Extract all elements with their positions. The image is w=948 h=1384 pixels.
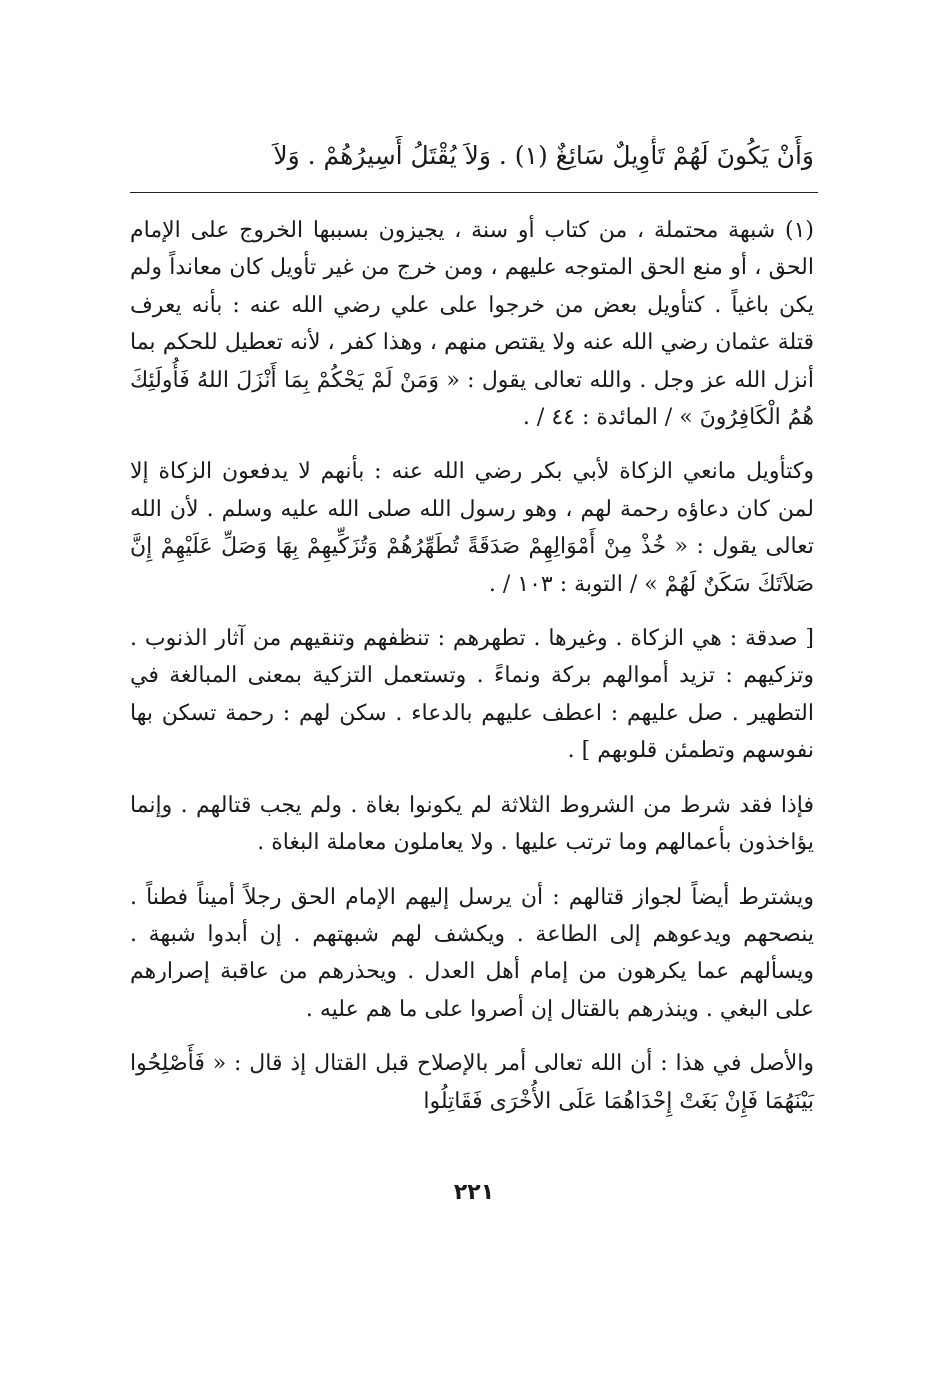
main-text-line: وَأَنْ يَكُونَ لَهُمْ تَأْوِيلٌ سَائِغٌ (١) . وَلاَ يُقْتَلُ أَسِيرُهُمْ . وَلاَ [273, 141, 814, 170]
footnote-paragraph: والأصل في هذا : أن الله تعالى أمر بالإصلاح قبل القتال إذ قال : « فَأَصْلِحُوا بَيْنَهُمَا فَإِنْ بَغَتْ إِحْدَاهُمَا عَلَى الأُخْرَى فَقَاتِلُوا [130, 1051, 814, 1114]
footnote-divider [130, 192, 818, 193]
footnote-paragraph: وكتأويل مانعي الزكاة لأبي بكر رضي الله عنه : بأنهم لا يدفعون الزكاة إلا لمن كان دعاؤه رحمة لهم ، وهو رسول الله صلى الله عليه وسلم . لأن الله تعالى يقول : « خُذْ مِنْ أَمْوَالِهِمْ صَدَقَةً تُطَهِّرُهُمْ وَتُزَكِّيهِمْ بِهَا وَصَلِّ عَلَيْهِمْ إِنَّ صَلاَتَكَ سَكَنٌ لَهُمْ » / التوبة : ١٠٣ / . [130, 459, 814, 597]
footnote-paragraph: ويشترط أيضاً لجواز قتالهم : أن يرسل إليهم الإمام الحق رجلاً أميناً فطناً . ينصحهم ويدعوهم إلى الطاعة . ويكشف لهم شبهتهم . إن أبدوا شبهة . ويسألهم عما يكرهون من إمام أهل العدل . ويحذرهم من عاقبة إصرارهم على البغي . وينذرهم بالقتال إن أصروا على ما هم عليه . [130, 884, 814, 1022]
footnotes-section [130, 212, 814, 1137]
page-number: ٢٢١ [453, 1180, 495, 1205]
footnote-paragraph: (١) شبهة محتملة ، من كتاب أو سنة ، يجيزون بسببها الخروج على الإمام الحق ، أو منع الحق المتوجه عليهم ، ومن خرج من غير تأويل كان معانداً ولم يكن باغياً . كتأويل بعض من خرجوا على علي رضي الله عنه : بأنه يعرف قتلة عثمان رضي الله عنه ولا يقتص منهم ، وهذا كفر ، لأنه تعطيل للحكم بما أنزل الله عز وجل . والله تعالى يقول : « وَمَنْ لَمْ يَحْكُمْ بِمَا أَنْزَلَ اللهُ فَأُولَئِكَ هُمُ الْكَافِرُونَ » / المائدة : ٤٤ / . [130, 218, 814, 431]
footnote-paragraph: [ صدقة : هي الزكاة . وغيرها . تطهرهم : تنظفهم وتنقيهم من آثار الذنوب . وتزكيهم : تزيد أموالهم بركة ونماءً . وتستعمل التزكية بمعنى المبالغة في التطهير . صل عليهم : اعطف عليهم بالدعاء . سكن لهم : رحمة تسكن بها نفوسهم وتطمئن قلوبهم ] . [130, 626, 814, 764]
footnote-paragraph: فإذا فقد شرط من الشروط الثلاثة لم يكونوا بغاة . ولم يجب قتالهم . وإنما يؤاخذون بأعمالهم وما ترتب عليها . ولا يعاملون معاملة البغاة . [130, 792, 814, 856]
